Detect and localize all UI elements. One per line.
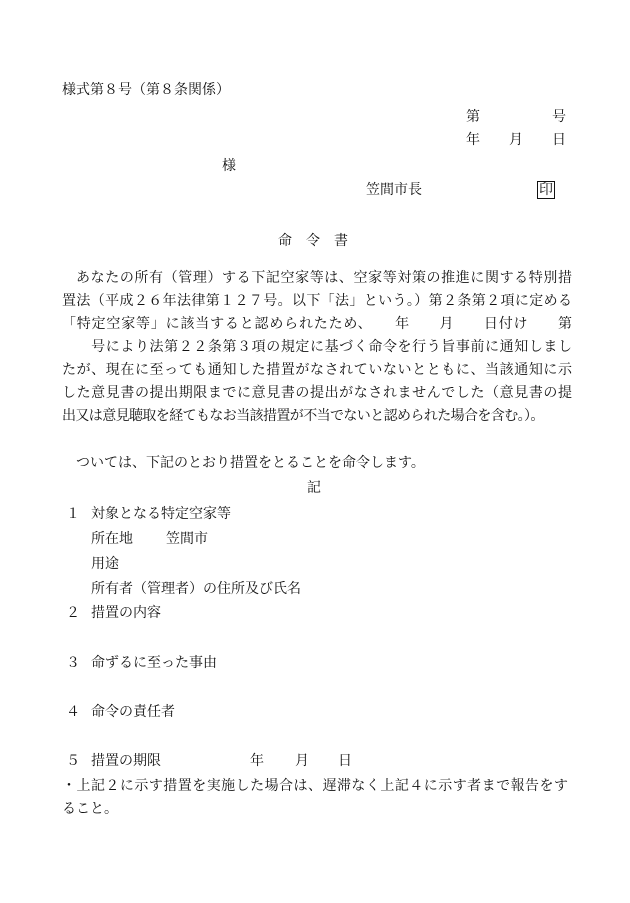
use-label: 用途 [91, 556, 119, 572]
item-label: 命ずるに至った事由 [91, 655, 217, 671]
document-title: 命 令 書 [278, 233, 348, 249]
body-line: 「特定空家等」に該当すると認められたため、 年 月 日付け 第 [62, 316, 572, 332]
body-line: 置法（平成２６年法律第１２７号。以下「法」という。）第２条第２項に定める [62, 293, 572, 309]
item-number: ４ [66, 704, 80, 720]
item-number: ５ [66, 753, 80, 769]
location-label: 所在地 [91, 531, 133, 547]
date-day: 日 [552, 132, 566, 148]
body-line: した意見書の提出期限までに意見書の提出がなされませんでした（意見書の提 [62, 385, 572, 401]
note-line: ること。 [62, 801, 118, 817]
body-line: たが、現在に至っても通知した措置がなされていないとともに、当該通知に示 [62, 362, 572, 378]
seal-text: 印 [539, 182, 553, 198]
body-paragraph [62, 267, 572, 428]
item-label: 命令の責任者 [91, 704, 175, 720]
item-number: １ [66, 506, 80, 522]
item-number: ３ [66, 655, 80, 671]
form-label: 様式第８号（第８条関係） [62, 82, 230, 98]
number-suffix: 号 [552, 109, 566, 125]
item-label: 措置の内容 [91, 605, 161, 621]
owner-label: 所有者（管理者）の住所及び氏名 [91, 581, 301, 597]
item-number: ２ [66, 605, 80, 621]
deadline-month: 月 [295, 753, 309, 769]
body-line: 出又は意見聴取を経てもなお当該措置が不当でないと認められた場合を含む。）。 [62, 408, 544, 424]
note-paragraph [62, 775, 568, 821]
body-line: あなたの所有（管理）する下記空家等は、空家等対策の推進に関する特別措 [76, 270, 572, 286]
location-value: 笠間市 [166, 531, 208, 547]
body-line: 号により法第２２条第３項の規定に基づく命令を行う旨事前に通知しまし [62, 339, 572, 355]
item-label: 措置の期限 [91, 753, 161, 769]
date-year: 年 [466, 132, 480, 148]
closing-line: ついては、下記のとおり措置をとることを命令します。 [76, 455, 425, 471]
issuer-name: 笠間市長 [366, 182, 422, 198]
deadline-year: 年 [250, 753, 264, 769]
date-month: 月 [509, 132, 523, 148]
deadline-day: 日 [338, 753, 352, 769]
addressee-suffix: 様 [222, 158, 236, 174]
ki-heading: 記 [307, 480, 321, 496]
item-label: 対象となる特定空家等 [91, 506, 231, 522]
note-line: ・上記２に示す措置を実施した場合は、遅滞なく上記４に示す者まで報告をす [62, 778, 568, 794]
number-prefix: 第 [466, 109, 480, 125]
seal-mark [537, 181, 555, 199]
